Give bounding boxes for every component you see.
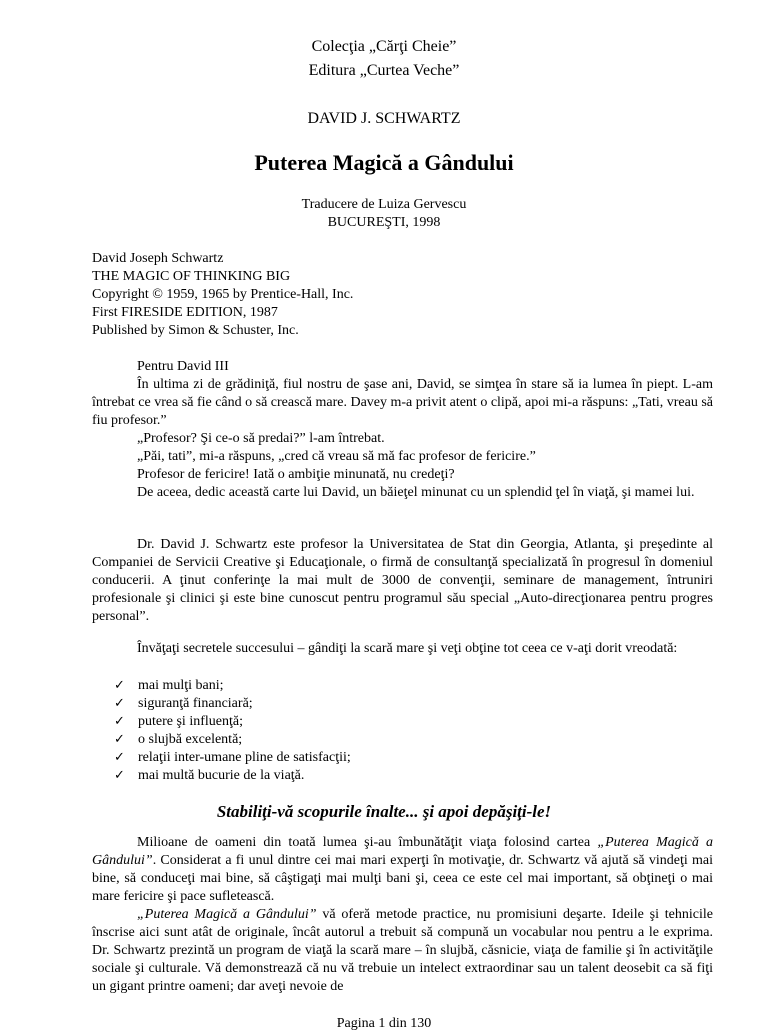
checkmark-icon: ✓	[114, 696, 125, 711]
copyright-block	[92, 250, 713, 340]
meta-line: Copyright © 1959, 1965 by Prentice-Hall, Inc.	[92, 287, 354, 302]
checklist-item: ✓ relaţii inter-umane pline de satisfacţii;	[114, 750, 351, 765]
section-subtitle: Stabiliţi-vă scopurile înalte... şi apoi depăşiţi-le!	[216, 802, 552, 821]
checkmark-icon: ✓	[114, 768, 125, 783]
meta-line: First FIRESIDE EDITION, 1987	[92, 305, 278, 320]
body-paragraph: „Puterea Magică a Gândului” vă oferă metode practice, nu promisiuni deşarte. Ideile şi tehnicile înscrise aici sunt atât de originale, încât autorul a trebuit să compună un vocabular nou pentru a le exprima. Dr. Schwartz prezintă un program de viaţă la scară mare – în slujbă, căsnicie, viaţa de familie şi în activităţile sociale şi culturale. Vă demonstrează că nu vă trebuie un intelect extraordinar sau un talent deosebit ca să fiţi un gigant printre oameni; dar aveţi nevoie de	[92, 907, 713, 994]
benefits-checklist	[92, 677, 713, 785]
checklist-item: ✓ putere şi influenţă;	[114, 714, 243, 729]
body-paragraph: Milioane de oameni din toată lumea şi-au îmbunătăţit viaţa folosind cartea „Puterea Magică a Gândului”. Considerat a fi unul dintre cei mai mari experţi în motivaţie, dr. Schwartz vă ajută să vindeţi mai bine, să conduceţi mai bine, să câştigaţi mai mulţi bani şi, ceea ce este cel mai important, să obţineţi o mai mare fericire şi pace sufletească.	[92, 835, 713, 904]
publisher-line: Editura „Curtea Veche”	[308, 62, 460, 79]
dedication-paragraph: De aceea, dedic această carte lui David, un băieţel minunat cu un splendid ţel în viaţă, şi mamei lui.	[137, 485, 695, 500]
dedication-paragraph: În ultima zi de grădiniţă, fiul nostru de şase ani, David, se simţea în stare să ia lumea în piept. L-am întrebat ce vrea să fie când o să crească mare. Davey m-a privit atent o clipă, apoi mi-a răspuns: „Tati, vreau să fiu profesor.”	[92, 377, 713, 428]
dedication-paragraph: „Profesor? Şi ce-o să predai?” l-am întrebat.	[137, 431, 385, 446]
learn-paragraph: Învăţaţi secretele succesului – gândiţi la scară mare şi veţi obţine tot ceea ce v-aţi dorit vreodată:	[137, 641, 678, 656]
checklist-item: ✓ mai mulţi bani;	[114, 678, 224, 693]
checkmark-icon: ✓	[114, 750, 125, 765]
page-footer: Pagina 1 din 130	[336, 1016, 432, 1031]
checklist-item: ✓ mai multă bucurie de la viaţă.	[114, 768, 305, 783]
collection-line: Colecţia „Cărţi Cheie”	[311, 38, 457, 55]
translation-block	[0, 196, 768, 232]
body-text	[92, 834, 713, 996]
author-line: DAVID J. SCHWARTZ	[307, 110, 461, 127]
meta-line: Published by Simon & Schuster, Inc.	[92, 323, 299, 338]
book-title: Puterea Magică a Gândului	[254, 150, 514, 175]
meta-line: THE MAGIC OF THINKING BIG	[92, 269, 291, 284]
checklist-item: ✓ siguranţă financiară;	[114, 696, 253, 711]
checkmark-icon: ✓	[114, 732, 125, 747]
translator-line: Traducere de Luiza Gervescu	[301, 197, 467, 212]
dedication-block	[92, 358, 713, 502]
dedication-paragraph: „Păi, tati”, mi-a răspuns, „cred că vreau să mă fac profesor de fericire.”	[137, 449, 536, 464]
author-bio: Dr. David J. Schwartz este profesor la Universitatea de Stat din Georgia, Atlanta, şi preşedinte al Companiei de Servicii Creative şi Educaţionale, o firmă de consultanţă specializată în progresul în domeniul conducerii. A ţinut conferinţe la mai mult de 3000 de convenţii, seminare de management, întruniri profesionale şi clinici şi este bine cunoscut pentru programul său special „Auto-direcţionarea pentru progres personal”.	[92, 537, 713, 624]
checkmark-icon: ✓	[114, 714, 125, 729]
checkmark-icon: ✓	[114, 678, 125, 693]
place-year-line: BUCUREŞTI, 1998	[327, 215, 441, 230]
checklist-item: ✓ o slujbă excelentă;	[114, 732, 243, 747]
meta-line: David Joseph Schwartz	[92, 251, 224, 266]
dedication-paragraph: Profesor de fericire! Iată o ambiţie minunată, nu credeţi?	[137, 467, 455, 482]
dedication-heading: Pentru David III	[137, 359, 229, 374]
